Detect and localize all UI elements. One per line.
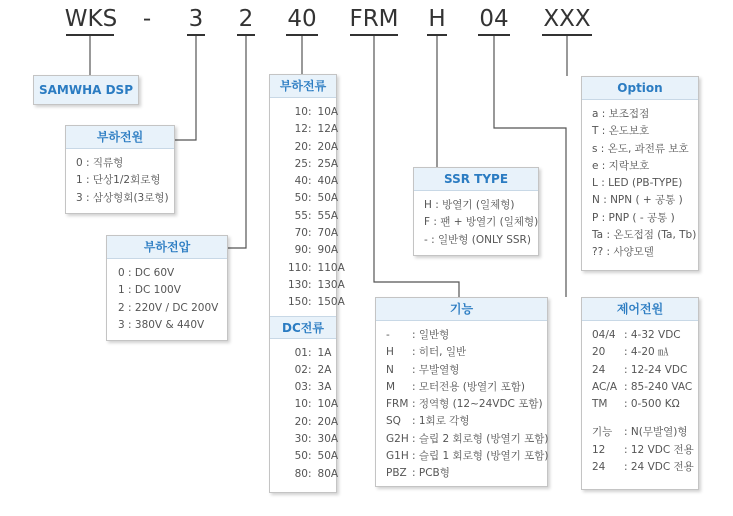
code-underline-zero4 <box>478 34 510 36</box>
control-power-code: 20 <box>592 346 606 359</box>
connector-three <box>175 36 196 140</box>
dc-current-value: 80A <box>317 467 339 480</box>
control-power-desc: : 0-500 KΩ <box>624 398 680 411</box>
control-power-extra-desc: : 12 VDC 전용 <box>624 443 694 456</box>
load-current-code: 150 <box>287 296 308 309</box>
control-power-extra-desc: : N(무발열)형 <box>624 426 688 439</box>
code-dash: - <box>142 6 152 32</box>
brand-box <box>33 75 139 105</box>
load-voltage-box <box>106 235 228 341</box>
option-item: P : PNP ( - 공통 ) <box>592 211 675 224</box>
control-power-desc: : 4-20 ㎃ <box>624 346 669 359</box>
load-current-code: 40 <box>294 175 308 188</box>
ssr-type-box <box>413 167 539 256</box>
load-current-value: 40A <box>317 175 339 188</box>
option-item: L : LED (PB-TYPE) <box>592 177 683 190</box>
code-xxx: XXX <box>543 6 591 32</box>
brand-title: SAMWHA DSP <box>34 76 138 104</box>
dc-current-code: 10 <box>294 398 308 411</box>
ssr-type-title: SSR TYPE <box>414 168 538 191</box>
load-voltage-item: 1 : DC 100V <box>118 284 181 297</box>
load-voltage-item: 2 : 220V / DC 200V <box>118 301 219 314</box>
option-item: s : 온도, 과전류 보호 <box>592 142 689 155</box>
dc-current-code: 50 <box>294 450 308 463</box>
dc-current-value: 2A <box>317 363 332 376</box>
function-code: PBZ <box>386 467 407 480</box>
control-power-code: AC/A <box>592 380 618 393</box>
function-code: G2H <box>386 432 409 445</box>
dc-current-code: 03 <box>294 381 308 394</box>
function-code: H <box>386 346 394 359</box>
load-current-code: 50 <box>294 192 308 205</box>
code-underline-two <box>237 34 255 36</box>
dc-current-code: 02 <box>294 363 308 376</box>
dc-current-title: DC전류 <box>270 316 336 339</box>
function-code: N <box>386 363 394 376</box>
load-current-value: 70A <box>317 227 339 240</box>
code-underline-forty <box>286 34 318 36</box>
ssr-type-item: H : 방열기 (일체형) <box>424 199 515 211</box>
function-title: 기능 <box>376 298 547 321</box>
code-forty: 40 <box>287 6 317 32</box>
load-current-value: 50A <box>317 192 339 205</box>
ssr-type-item: F : 팬 + 방열기 (일체형) <box>424 216 539 229</box>
option-item: e : 지락보호 <box>592 159 650 172</box>
load-current-value: 130A <box>317 278 345 291</box>
load-voltage-title: 부하전압 <box>107 236 227 259</box>
dc-current-value: 10A <box>317 398 339 411</box>
control-power-desc: : 85-240 VAC <box>624 380 693 393</box>
function-desc: : 1회로 각형 <box>412 415 470 428</box>
control-power-desc: : 4-32 VDC <box>624 329 681 341</box>
load-power-item: 0 : 직류형 <box>76 157 124 169</box>
load-current-value: 55A <box>317 209 339 222</box>
load-current-code: 12 <box>294 123 308 136</box>
control-power-extra-code: 24 <box>592 461 606 474</box>
function-box <box>375 297 548 487</box>
function-desc: : PCB형 <box>412 467 450 480</box>
option-box <box>581 76 699 271</box>
option-item: T : 온도보호 <box>592 125 650 138</box>
code-underline-wks <box>66 34 114 36</box>
load-current-code: 55 <box>294 209 308 222</box>
function-code: M <box>386 380 396 393</box>
control-power-extra-code: 12 <box>592 443 606 456</box>
control-power-box <box>581 297 699 490</box>
code-wks: WKS <box>64 6 118 32</box>
load-current-code: 90 <box>294 244 308 257</box>
load-current-value: 90A <box>317 244 339 257</box>
control-power-extra-code: 기능 <box>592 426 613 439</box>
load-power-box <box>65 125 175 214</box>
dc-current-code: 30 <box>294 433 308 446</box>
function-desc: : 슬립 2 회로형 (방열기 포함) <box>412 432 549 445</box>
dc-current-code: 20 <box>294 415 308 428</box>
load-current-code: 20 <box>294 140 308 153</box>
load-current-value: 20A <box>317 140 339 153</box>
option-item: Ta : 온도접점 (Ta, Tb) <box>592 229 697 242</box>
function-desc: : 모터전용 (방열기 포함) <box>412 380 526 393</box>
code-two: 2 <box>238 6 254 32</box>
load-current-value: 25A <box>317 157 339 170</box>
dc-current-value: 30A <box>317 433 339 446</box>
function-code: - <box>386 329 390 341</box>
control-power-title: 제어전원 <box>582 298 698 321</box>
option-title: Option <box>582 77 698 100</box>
dc-current-value: 20A <box>317 415 339 428</box>
control-power-spacer <box>592 413 690 424</box>
code-underline-xxx <box>542 34 592 36</box>
load-current-value: 110A <box>317 261 345 274</box>
function-desc: : 슬립 1 회로형 (방열기 포함) <box>412 450 549 463</box>
load-current-code: 25 <box>294 157 308 170</box>
code-h: H <box>428 6 446 32</box>
function-code: FRM <box>386 398 409 411</box>
connector-two <box>228 36 246 248</box>
dc-current-code: 01 <box>294 346 308 359</box>
dc-current-code: 80 <box>294 467 308 480</box>
code-zero4: 04 <box>479 6 509 32</box>
option-item: N : NPN ( + 공통 ) <box>592 194 683 207</box>
code-underline-h <box>427 34 447 36</box>
control-power-code: 24 <box>592 363 606 376</box>
dc-current-value: 50A <box>317 450 339 463</box>
load-current-title: 부하전류 <box>270 75 336 98</box>
function-desc: : 무발열형 <box>412 363 460 376</box>
control-power-code: 04/4 <box>592 329 616 341</box>
control-power-desc: : 12-24 VDC <box>624 363 688 376</box>
control-power-extra-desc: : 24 VDC 전용 <box>624 461 694 474</box>
load-current-code: 130 <box>287 278 308 291</box>
code-underline-three <box>187 34 205 36</box>
load-current-code: 110 <box>287 261 308 274</box>
load-voltage-item: 3 : 380V & 440V <box>118 318 205 331</box>
load-power-title: 부하전원 <box>66 126 174 149</box>
option-item: a : 보조접점 <box>592 108 650 120</box>
dc-current-value: 1A <box>317 346 332 359</box>
load-power-item: 3 : 삼상형회(3로형) <box>76 191 169 204</box>
code-underline-frm <box>350 34 398 36</box>
option-item: ?? : 사양모델 <box>592 246 654 259</box>
function-desc: : 정역형 (12~24VDC 포함) <box>412 398 543 411</box>
dc-current-value: 3A <box>317 381 332 394</box>
load-voltage-item: 0 : DC 60V <box>118 267 175 279</box>
load-current-value: 10A <box>317 106 339 118</box>
control-power-code: TM <box>592 398 608 411</box>
current-box: 부하전류 10: 10A 12: 12A 20: 20A 25: 25A 40: 40A 50: 50A 55: 55A 70: 70A 90: 90A 110: 110A 130: 130A 150: 150A DC전류 01: 1A 02: 2A 03: 3A 10: 10A 20: 20A 30: 30A 50: 50A 80: 80A <box>269 74 337 493</box>
code-three: 3 <box>188 6 204 32</box>
function-code: G1H <box>386 450 409 463</box>
load-current-value: 12A <box>317 123 339 136</box>
load-current-value: 150A <box>317 296 345 309</box>
load-current-code: 10 <box>294 106 308 118</box>
function-desc: : 일반형 <box>412 329 450 341</box>
load-power-item: 1 : 단상1/2회로형 <box>76 174 161 187</box>
function-code: SQ <box>386 415 401 428</box>
load-current-code: 70 <box>294 227 308 240</box>
code-frm: FRM <box>349 6 399 32</box>
function-desc: : 히터, 일반 <box>412 346 467 359</box>
ssr-type-item: - : 일반형 (ONLY SSR) <box>424 233 531 246</box>
